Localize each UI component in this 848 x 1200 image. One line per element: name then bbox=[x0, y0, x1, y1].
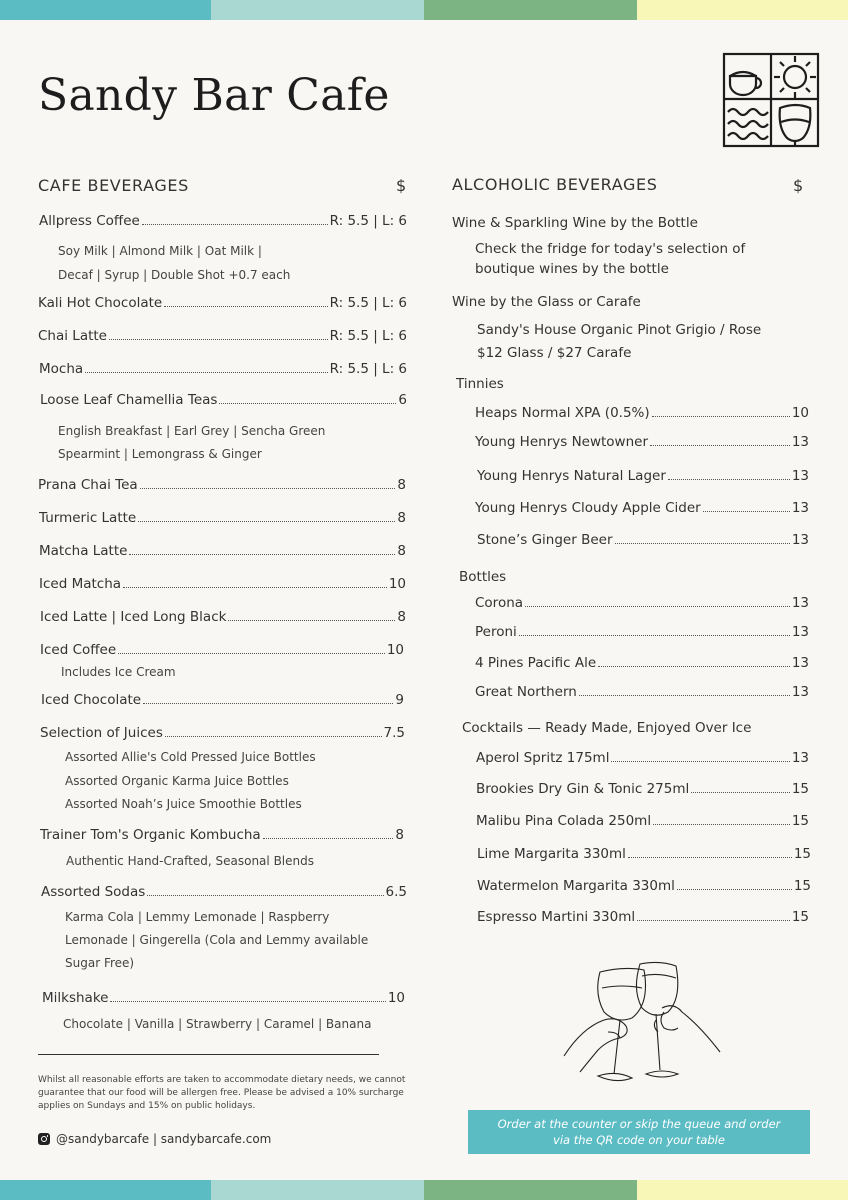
tinnies-heading: Tinnies bbox=[456, 376, 504, 392]
item-note: Lemonade | Gingerella (Cola and Lemmy available bbox=[65, 933, 369, 947]
menu-item: Iced Coffee 10 bbox=[40, 642, 404, 658]
cocktails-heading: Cocktails — Ready Made, Enjoyed Over Ice bbox=[462, 720, 752, 736]
menu-item: Loose Leaf Chamellia Teas 6 bbox=[40, 392, 407, 408]
order-info-box bbox=[468, 1110, 810, 1154]
cafe-heading: CAFE BEVERAGES bbox=[38, 176, 189, 195]
social-line bbox=[38, 1132, 271, 1146]
alcohol-heading: ALCOHOLIC BEVERAGES bbox=[452, 175, 658, 194]
cheers-glasses-icon bbox=[560, 958, 722, 1088]
cafe-dollar-label: $ bbox=[396, 176, 407, 195]
menu-item: Lime Margarita 330ml 15 bbox=[477, 846, 811, 862]
menu-item: Assorted Sodas 6.5 bbox=[41, 884, 407, 900]
item-note: Assorted Allie's Cold Pressed Juice Bottles bbox=[65, 750, 316, 764]
menu-item: Milkshake 10 bbox=[42, 990, 405, 1006]
menu-item: Turmeric Latte 8 bbox=[39, 510, 406, 526]
instagram-icon bbox=[38, 1133, 50, 1145]
menu-item: Iced Latte | Iced Long Black 8 bbox=[40, 609, 406, 625]
bottles-heading: Bottles bbox=[459, 569, 507, 585]
alcohol-dollar-label: $ bbox=[793, 176, 804, 195]
menu-item: Peroni 13 bbox=[475, 624, 809, 640]
wine-bottle-heading: Wine & Sparkling Wine by the Bottle bbox=[452, 215, 698, 231]
order-info-line: Order at the counter or skip the queue and order bbox=[497, 1117, 781, 1131]
item-note: Karma Cola | Lemmy Lemonade | Raspberry bbox=[65, 910, 330, 924]
menu-item: Espresso Martini 330ml 15 bbox=[477, 909, 809, 925]
wine-bottle-description: boutique wines by the bottle bbox=[475, 261, 669, 277]
menu-item: Watermelon Margarita 330ml 15 bbox=[477, 878, 811, 894]
wine-glass-heading: Wine by the Glass or Carafe bbox=[452, 294, 641, 310]
menu-item: Stone’s Ginger Beer 13 bbox=[477, 532, 809, 548]
menu-item: Selection of Juices 7.5 bbox=[40, 725, 405, 741]
menu-item: Kali Hot Chocolate R: 5.5 | L: 6 bbox=[38, 295, 407, 311]
item-note: Spearmint | Lemongrass & Ginger bbox=[58, 447, 262, 461]
menu-item: Allpress Coffee R: 5.5 | L: 6 bbox=[39, 213, 407, 229]
item-note: Assorted Organic Karma Juice Bottles bbox=[65, 774, 289, 788]
menu-item: Young Henrys Natural Lager 13 bbox=[477, 468, 809, 484]
allergen-disclaimer: Whilst all reasonable efforts are taken to accommodate dietary needs, we cannot guarantee that our food will be allergen free. Please be advised a 10% surcharge applies on Sundays and 15% on public holidays. bbox=[38, 1075, 406, 1111]
wine-glass-prices: $12 Glass / $27 Carafe bbox=[477, 345, 632, 361]
menu-item: Aperol Spritz 175ml 13 bbox=[476, 750, 809, 766]
item-note: Sugar Free) bbox=[65, 956, 135, 970]
menu-item: Young Henrys Newtowner 13 bbox=[475, 434, 809, 450]
menu-item: Matcha Latte 8 bbox=[39, 543, 406, 559]
menu-item: Malibu Pina Colada 250ml 15 bbox=[476, 813, 809, 829]
item-note: Decaf | Syrup | Double Shot +0.7 each bbox=[58, 268, 291, 282]
cafe-title: Sandy Bar Cafe bbox=[38, 70, 390, 121]
order-info-line: via the QR code on your table bbox=[553, 1133, 725, 1147]
item-note: English Breakfast | Earl Grey | Sencha Green bbox=[58, 424, 326, 438]
menu-item: Prana Chai Tea 8 bbox=[38, 477, 406, 493]
menu-item: Chai Latte R: 5.5 | L: 6 bbox=[38, 328, 407, 344]
menu-item: Great Northern 13 bbox=[475, 684, 809, 700]
menu-item: Iced Matcha 10 bbox=[39, 576, 406, 592]
wine-glass-description: Sandy's House Organic Pinot Grigio / Rose bbox=[477, 322, 762, 338]
bottom-color-stripe bbox=[0, 1180, 848, 1200]
top-color-stripe bbox=[0, 0, 848, 20]
wine-bottle-description: Check the fridge for today's selection of bbox=[475, 241, 746, 257]
item-note: Chocolate | Vanilla | Strawberry | Caramel | Banana bbox=[63, 1017, 372, 1031]
footer-divider bbox=[38, 1054, 379, 1055]
menu-item: Corona 13 bbox=[475, 595, 809, 611]
menu-item: 4 Pines Pacific Ale 13 bbox=[475, 655, 809, 671]
menu-item: Young Henrys Cloudy Apple Cider 13 bbox=[475, 500, 809, 516]
item-note: Soy Milk | Almond Milk | Oat Milk | bbox=[58, 244, 262, 258]
menu-item: Brookies Dry Gin & Tonic 275ml 15 bbox=[476, 781, 809, 797]
menu-item: Iced Chocolate 9 bbox=[41, 692, 404, 708]
logo-icon bbox=[722, 52, 820, 148]
menu-item: Heaps Normal XPA (0.5%) 10 bbox=[475, 405, 809, 421]
social-handle[interactable]: @sandybarcafe | sandybarcafe.com bbox=[56, 1132, 272, 1146]
menu-item: Mocha R: 5.5 | L: 6 bbox=[39, 361, 407, 377]
item-note: Includes Ice Cream bbox=[61, 665, 176, 679]
item-note: Assorted Noah’s Juice Smoothie Bottles bbox=[65, 797, 302, 811]
item-note: Authentic Hand-Crafted, Seasonal Blends bbox=[66, 854, 314, 868]
menu-item: Trainer Tom's Organic Kombucha 8 bbox=[40, 827, 404, 843]
